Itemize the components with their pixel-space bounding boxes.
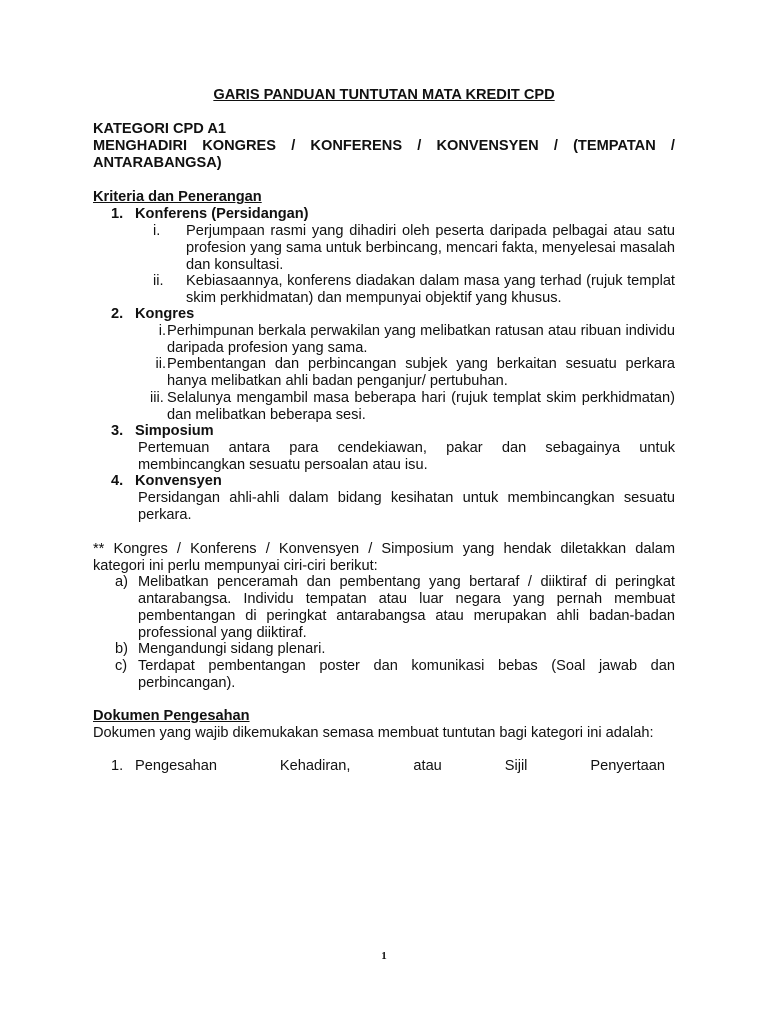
criteria-item-text: Persidangan ahli-ahli dalam bidang kesihatan untuk membincangkan sesuatu perkara. bbox=[138, 490, 675, 523]
category-code: KATEGORI CPD A1 bbox=[93, 121, 226, 137]
page-number: 1 bbox=[381, 950, 387, 962]
documents-intro: Dokumen yang wajib dikemukakan semasa membuat tuntutan bagi kategori ini adalah: bbox=[93, 725, 654, 741]
criteria-sub-item: ii. Kebiasaannya, konferens diadakan dalam masa yang terhad (rujuk templat skim perkhidmatan) dan mempunyai objektif yang khusus. bbox=[153, 273, 675, 306]
criteria-item-3 bbox=[111, 423, 214, 440]
item-number: 4. bbox=[111, 473, 124, 489]
item-number: 1. bbox=[111, 206, 124, 222]
criteria-sub-item: i. Perhimpunan berkala perwakilan yang melibatkan ratusan atau ribuan individu daripada profesion yang sama. bbox=[158, 323, 675, 356]
item-number: 3. bbox=[111, 423, 124, 439]
document-item: 1. Pengesahan Kehadiran, atau Sijil Penyertaan bbox=[111, 758, 665, 774]
document-title: GARIS PANDUAN TUNTUTAN MATA KREDIT CPD bbox=[213, 87, 555, 103]
item-title: Simposium bbox=[135, 423, 214, 439]
item-title: Kongres bbox=[135, 306, 195, 322]
note-intro: ** Kongres / Konferens / Konvensyen / Simposium yang hendak diletakkan dalam kategori ini perlu mempunyai ciri-ciri berikut: bbox=[93, 541, 675, 574]
note-item: b) Mengandungi sidang plenari. bbox=[115, 641, 326, 657]
item-number: 2. bbox=[111, 306, 124, 322]
criteria-item-text: Pertemuan antara para cendekiawan, pakar dan sebagainya untuk membincangkan sesuatu persoalan atau isu. bbox=[138, 440, 675, 473]
criteria-item-4 bbox=[111, 473, 222, 490]
criteria-heading: Kriteria dan Penerangan bbox=[93, 189, 262, 205]
criteria-sub-item: ii. Pembentangan dan perbincangan subjek yang berkaitan sesuatu perkara hanya melibatkan ahli badan penganjur/ pertubuhan. bbox=[155, 356, 675, 389]
criteria-sub-item: iii. Selalunya mengambil masa beberapa hari (rujuk templat skim perkhidmatan) dan melibatkan beberapa sesi. bbox=[150, 390, 675, 423]
documents-heading: Dokumen Pengesahan bbox=[93, 708, 250, 724]
criteria-item-2 bbox=[111, 306, 194, 323]
category-name: MENGHADIRI KONGRES / KONFERENS / KONVENSYEN / (TEMPATAN / ANTARABANGSA) bbox=[93, 138, 675, 171]
item-title: Konvensyen bbox=[135, 473, 222, 489]
criteria-item-1 bbox=[111, 206, 309, 223]
criteria-sub-item: i. Perjumpaan rasmi yang dihadiri oleh peserta daripada pelbagai atau satu profesion yang sama untuk berbincang, mencari fakta, menyelesai masalah dan konsultasi. bbox=[153, 223, 675, 273]
note-item: a) Melibatkan penceramah dan pembentang yang bertaraf / diiktiraf di peringkat antarabangsa. Individu tempatan atau luar negara yang pernah membuat pembentangan di peringkat antarabangsa atau merupakan ahli badan-badan professional yang diiktiraf. bbox=[115, 574, 675, 641]
item-title: Konferens (Persidangan) bbox=[135, 206, 309, 222]
note-item: c) Terdapat pembentangan poster dan komunikasi bebas (Soal jawab dan perbincangan). bbox=[115, 658, 675, 691]
